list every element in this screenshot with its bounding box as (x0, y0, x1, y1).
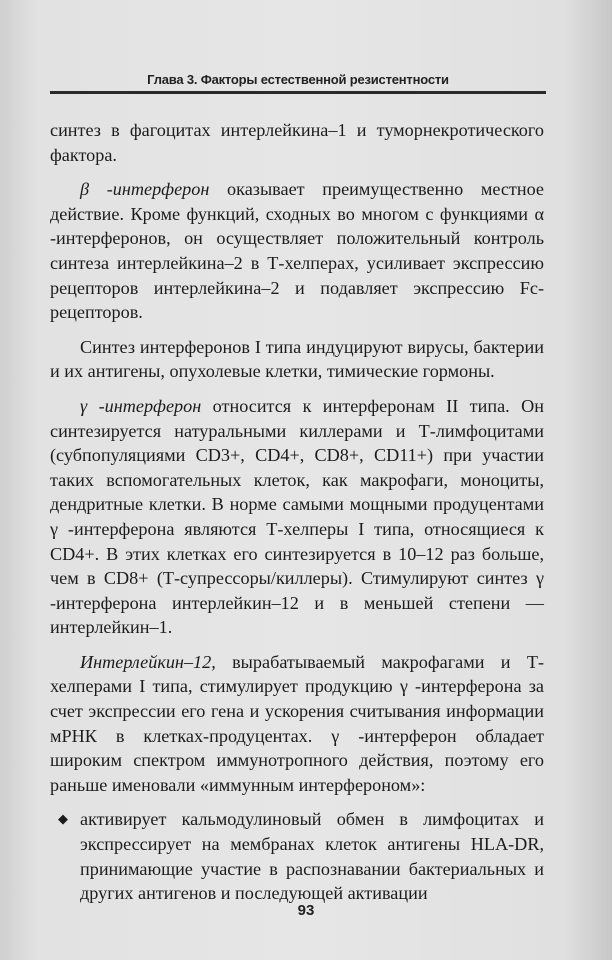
header-rule (50, 91, 546, 94)
diamond-bullet-icon: ◆ (58, 811, 68, 827)
list-item (50, 807, 544, 905)
paragraph-gamma-interferon-text: относится к интерферонам II типа. Он синтезируется натуральными киллерами и Т-лимфоцитами (субпопуляциями CD3+, CD4+, CD8+, CD11+) при участии таких вспомогательных клеток, как макрофаги, моноциты, дендритные клетки. В норме самыми мощными продуцентами γ -интерферона являются Т-хелперы I типа, относящиеся к CD4+. В этих клетках его синтезируется в 10–12 раз больше, чем в CD8+ (Т-супрессоры/киллеры). Стимулируют синтез γ -интерферона интерлейкин–12 и в меньшей степени — интерлейкин–1. (50, 395, 544, 638)
paragraph-type-1-induction: Синтез интерферонов I типа индуцируют вирусы, бактерии и их антигены, опухолевые клетки, тимические гормоны. (50, 336, 544, 382)
paragraph-interleukin-12 (50, 650, 544, 798)
effects-list (50, 807, 544, 905)
page-number: 93 (297, 902, 315, 919)
paragraph-1: синтез в фагоцитах интерлейкина–1 и туморнекротического фактора. (50, 120, 544, 165)
paragraph-beta-interferon (50, 177, 544, 325)
list-item-text: активирует кальмодулиновый обмен в лимфоцитах и экспрессирует на мембранах клеток антигены HLA-DR, принимающие участие в распознавании бактериальных и других антигенов и последующей активации (80, 809, 544, 904)
body-text (50, 118, 544, 906)
paragraph-beta-interferon-text: оказывает преимущественно местное действие. Кроме функций, сходных во многом с функциями α -интерферонов, он осуществляет положительный контроль синтеза интерлейкина–2 в Т-хелперах, усиливает экспрессию рецепторов интерлейкина–2 и подавляет экспрессию Fc-рецепторов. (50, 179, 544, 323)
term-beta-interferon: β -интерферон (80, 179, 210, 200)
term-gamma-interferon: γ -интерферон (80, 395, 202, 416)
paragraph-interleukin-12-text: вырабатываемый макрофагами и Т-хелперами I типа, стимулирует продукцию γ -интерферона за счет экспрессии его гена и ускорения считывания информации мРНК в клетках-продуцентах. γ -интерферон обладает широким спектром иммунотропного действия, поэтому его раньше именовали «иммунным интерфероном»: (50, 651, 544, 795)
running-header: Глава 3. Факторы естественной резистентности (147, 72, 449, 87)
paragraph-gamma-interferon (50, 394, 544, 640)
term-interleukin-12: Интерлейкин–12, (80, 651, 216, 672)
